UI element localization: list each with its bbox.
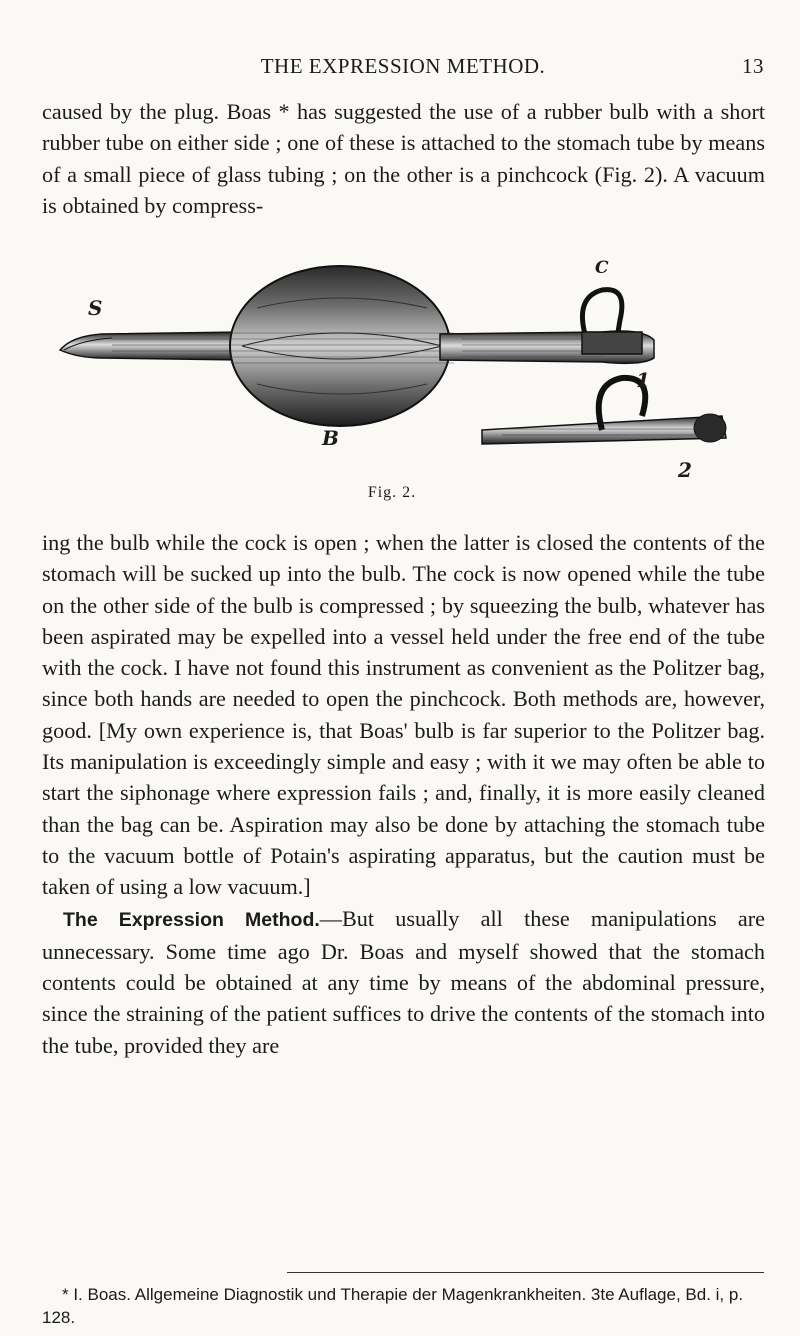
running-header (42, 54, 764, 84)
left-tube (60, 332, 242, 360)
footnote (42, 1283, 765, 1329)
paragraph-2 (42, 527, 765, 1061)
label-2: 2 (678, 458, 692, 482)
pinchcock (582, 290, 642, 354)
section-text: —But usually all these manipulations are unnecessary. Some time ago Dr. Boas and myself showed that the stomach contents could be obtained at any time by means of the abdominal pressure, since the straining of the patient suffices to drive the contents of the stomach into the tube, provided they are (42, 905, 765, 1058)
section-heading: The Expression Method. (63, 908, 320, 931)
label-b: B (322, 426, 339, 450)
rubber-bulb (230, 266, 454, 426)
footnote-text: * I. Boas. Allgemeine Diagnostik und Therapie der Magenkrankheiten. 3te Auflage, Bd. i, p. 128. (42, 1285, 744, 1327)
paragraph-1-text: caused by the plug. Boas * has suggested the use of a rubber bulb with a short rubber tube on either side ; one of these is attached to the stomach tube by means of a small piece of glass tubing ; on the other is a pinchcock (Fig. 2). A vacuum is obtained by compress- (42, 99, 765, 218)
page-number: 13 (742, 54, 764, 78)
paragraph-1 (42, 96, 765, 221)
figure-caption: Fig. 2. (367, 484, 417, 501)
label-s: S (88, 296, 103, 320)
figure-2 (42, 258, 742, 518)
section-paragraph (42, 903, 765, 1061)
running-title: THE EXPRESSION METHOD. (260, 54, 546, 78)
label-c: C (595, 258, 609, 278)
paragraph-2-text: ing the bulb while the cock is open ; when the latter is closed the contents of the stomach will be sucked up into the bulb. The cock is now opened while the tube on the other side of the bulb is compressed ; by squeezing the bulb, whatever has been aspirated may be expelled into a vessel held under the free end of the tube with the cock. I have not found this instrument as convenient as the Politzer bag, since both hands are needed to open the pinchcock. Both methods are, however, good. [My own experience is, that Boas' bulb is far superior to the Politzer bag. Its manipulation is exceedingly simple and easy ; with it we may often be able to start the siphonage where expression fails ; and, finally, it is more easily cleaned than the bag can be. Aspiration may also be done by attaching the stomach tube to the vacuum bottle of Potain's aspirating apparatus, but the caution must be taken of using a low vacuum.] (42, 530, 765, 900)
label-1: 1 (636, 368, 650, 392)
pinchcock-detail (482, 378, 726, 444)
footnote-rule (287, 1272, 764, 1273)
